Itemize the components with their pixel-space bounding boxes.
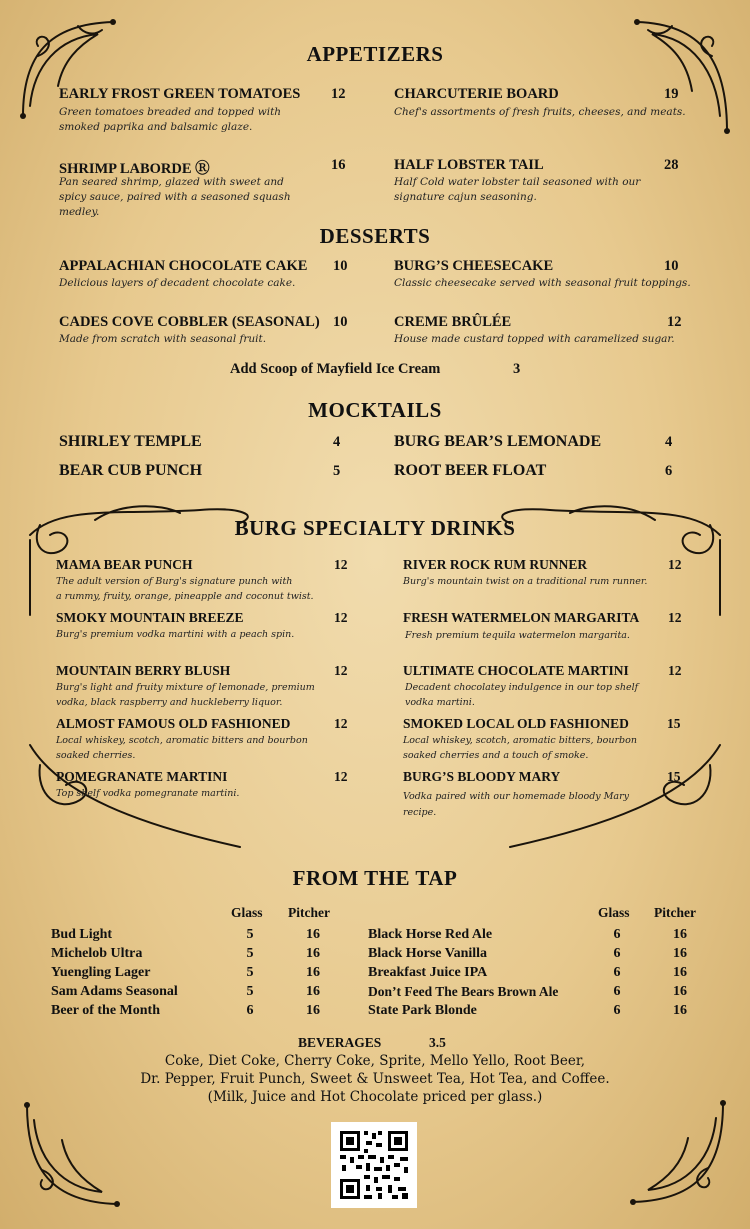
menu-item-desc: Classic cheesecake served with seasonal fruit toppings. (394, 277, 691, 289)
tap-pitcher-price: 16 (673, 984, 687, 999)
addon-price: 3 (513, 361, 521, 377)
mocktail-price: 4 (665, 434, 673, 450)
drink-price: 12 (668, 557, 682, 572)
tap-beer-name: Breakfast Juice IPA (368, 965, 488, 980)
tap-glass-price: 6 (613, 984, 621, 999)
menu-item-name: CHARCUTERIE BOARD (394, 86, 559, 102)
tap-title: FROM THE TAP (292, 866, 458, 890)
drink-desc: Burg's premium vodka martini with a peach spin. (56, 629, 295, 640)
menu-item-price: 19 (664, 86, 679, 102)
tap-beer-name: Don’t Feed The Bears Brown Ale (368, 984, 559, 999)
appetizers-title: APPETIZERS (306, 42, 444, 66)
menu-item-name: CREME BRÛLÉE (394, 314, 512, 330)
mocktail-price: 5 (333, 463, 341, 479)
drink-price: 12 (668, 610, 682, 625)
tap-beer-name: Black Horse Vanilla (368, 946, 488, 961)
drink-name: ALMOST FAMOUS OLD FASHIONED (56, 716, 291, 731)
drink-price: 12 (334, 716, 348, 731)
tap-pitcher-price: 16 (673, 1003, 687, 1018)
drink-name: MOUNTAIN BERRY BLUSH (56, 663, 231, 678)
tap-glass-price: 6 (613, 927, 621, 942)
drink-desc: Fresh premium tequila watermelon margarita. (405, 630, 630, 641)
mocktail-name: BURG BEAR’S LEMONADE (394, 433, 602, 450)
menu-item-name: HALF LOBSTER TAIL (394, 157, 544, 173)
tap-glass-header: Glass (231, 905, 263, 920)
tap-beer-name: State Park Blonde (368, 1003, 477, 1018)
menu-item-name: APPALACHIAN CHOCOLATE CAKE (59, 258, 308, 274)
drink-desc: Decadent chocolatey indulgence in our top shelf (405, 682, 639, 693)
drink-price: 12 (334, 610, 348, 625)
drink-name: SMOKY MOUNTAIN BREEZE (56, 610, 244, 625)
tap-pitcher-price: 16 (306, 965, 320, 980)
drink-price: 12 (334, 663, 348, 678)
menu-item-name: BURG’S CHEESECAKE (394, 258, 554, 274)
drink-desc: Local whiskey, scotch, aromatic bitters, bourbon (403, 735, 637, 746)
tap-glass-header: Glass (598, 905, 630, 920)
drink-name: RIVER ROCK RUM RUNNER (403, 557, 588, 572)
beverages-line: Coke, Diet Coke, Cherry Coke, Sprite, Mello Yello, Root Beer, (164, 1053, 586, 1069)
tap-glass-price: 6 (613, 965, 621, 980)
corner-flourish-icon (22, 1100, 132, 1210)
drink-name: POMEGRANATE MARTINI (56, 769, 228, 784)
tap-pitcher-price: 16 (306, 1003, 320, 1018)
mocktail-price: 6 (665, 463, 673, 479)
tap-glass-price: 6 (613, 1003, 621, 1018)
tap-beer-name: Beer of the Month (51, 1003, 160, 1018)
tap-beer-name: Sam Adams Seasonal (51, 984, 178, 999)
tap-pitcher-price: 16 (306, 946, 320, 961)
tap-pitcher-price: 16 (673, 965, 687, 980)
menu-item-name: SHRIMP LABORDE Ⓡ (59, 161, 210, 177)
tap-beer-name: Bud Light (51, 927, 113, 942)
beverages-line: Dr. Pepper, Fruit Punch, Sweet & Unsweet Tea, Hot Tea, and Coffee. (140, 1071, 610, 1087)
addon-label: Add Scoop of Mayfield Ice Cream (230, 361, 441, 377)
drink-price: 12 (668, 663, 682, 678)
drink-price: 12 (334, 557, 348, 572)
tap-pitcher-header: Pitcher (288, 905, 330, 920)
tap-glass-price: 6 (613, 946, 621, 961)
drink-desc: vodka martini. (405, 697, 475, 708)
mocktail-name: ROOT BEER FLOAT (394, 462, 547, 479)
drink-name: ULTIMATE CHOCOLATE MARTINI (403, 663, 629, 678)
tap-beer-name: Michelob Ultra (51, 946, 143, 961)
drink-desc: soaked cherries and a touch of smoke. (403, 750, 589, 761)
tap-pitcher-price: 16 (306, 927, 320, 942)
tap-beer-name: Black Horse Red Ale (368, 927, 493, 942)
menu-item-price: 12 (331, 86, 346, 102)
drink-desc: The adult version of Burg's signature punch with (56, 576, 293, 587)
beverages-price: 3.5 (429, 1035, 446, 1050)
drink-name: BURG’S BLOODY MARY (403, 769, 561, 784)
qr-code-icon[interactable] (331, 1122, 417, 1208)
menu-item-price: 12 (667, 314, 682, 330)
menu-item-desc: Pan seared shrimp, glazed with sweet and spicy sauce, paired with a seasoned squash medley. (59, 176, 291, 218)
tap-pitcher-price: 16 (673, 927, 687, 942)
menu-item-desc: Chef's assortments of fresh fruits, cheeses, and meats. (394, 106, 686, 118)
drink-desc: Burg's mountain twist on a traditional rum runner. (403, 576, 648, 587)
menu-item-name: EARLY FROST GREEN TOMATOES (59, 86, 301, 102)
menu-item-price: 28 (664, 157, 679, 173)
tap-glass-price: 5 (246, 965, 254, 980)
tap-glass-price: 5 (246, 927, 254, 942)
menu-item-price: 10 (333, 314, 348, 330)
tap-glass-price: 5 (246, 946, 254, 961)
drink-name: FRESH WATERMELON MARGARITA (403, 610, 640, 625)
mocktail-price: 4 (333, 434, 341, 450)
drink-desc: Top shelf vodka pomegranate martini. (56, 788, 240, 799)
tap-pitcher-header: Pitcher (654, 905, 696, 920)
drink-price: 15 (667, 769, 681, 784)
drink-price: 15 (667, 716, 681, 731)
tap-glass-price: 6 (246, 1003, 254, 1018)
mocktails-title: MOCKTAILS (308, 398, 442, 422)
menu-item-desc: Half Cold water lobster tail seasoned with our signature cajun seasoning. (394, 176, 641, 203)
tap-beer-name: Yuengling Lager (51, 965, 151, 980)
menu-item-desc: Green tomatoes breaded and topped with smoked paprika and balsamic glaze. (59, 106, 282, 133)
drink-name: SMOKED LOCAL OLD FASHIONED (403, 716, 629, 731)
drink-price: 12 (334, 769, 348, 784)
mocktail-name: BEAR CUB PUNCH (59, 462, 203, 479)
menu-item-desc: House made custard topped with caramelized sugar. (394, 333, 675, 345)
drink-desc: Burg's light and fruity mixture of lemonade, premium (56, 682, 315, 693)
desserts-title: DESSERTS (319, 224, 431, 248)
drink-desc: a rummy, fruity, orange, pineapple and coconut twist. (56, 591, 314, 602)
beverages-title: BEVERAGES (298, 1035, 382, 1050)
corner-flourish-icon (618, 1098, 728, 1208)
beverages-line: (Milk, Juice and Hot Chocolate priced per glass.) (207, 1089, 543, 1105)
menu-item-price: 10 (333, 258, 348, 274)
menu-item-desc: Made from scratch with seasonal fruit. (59, 333, 267, 345)
tap-glass-price: 5 (246, 984, 254, 999)
menu-item-desc: Delicious layers of decadent chocolate cake. (59, 277, 296, 289)
drink-desc: vodka, black raspberry and huckleberry liquor. (56, 697, 283, 708)
menu-item-price: 10 (664, 258, 679, 274)
specialty-title: BURG SPECIALTY DRINKS (234, 516, 516, 540)
drink-desc: soaked cherries. (56, 750, 136, 761)
drink-desc: Local whiskey, scotch, aromatic bitters and bourbon (56, 735, 308, 746)
drink-desc: Vodka paired with our homemade bloody Mary (403, 791, 629, 802)
tap-pitcher-price: 16 (673, 946, 687, 961)
drink-desc: recipe. (403, 807, 437, 818)
menu-item-price: 16 (331, 157, 346, 173)
menu-item-name: CADES COVE COBBLER (SEASONAL) (59, 314, 320, 330)
drink-name: MAMA BEAR PUNCH (56, 557, 193, 572)
tap-pitcher-price: 16 (306, 984, 320, 999)
mocktail-name: SHIRLEY TEMPLE (59, 433, 202, 450)
